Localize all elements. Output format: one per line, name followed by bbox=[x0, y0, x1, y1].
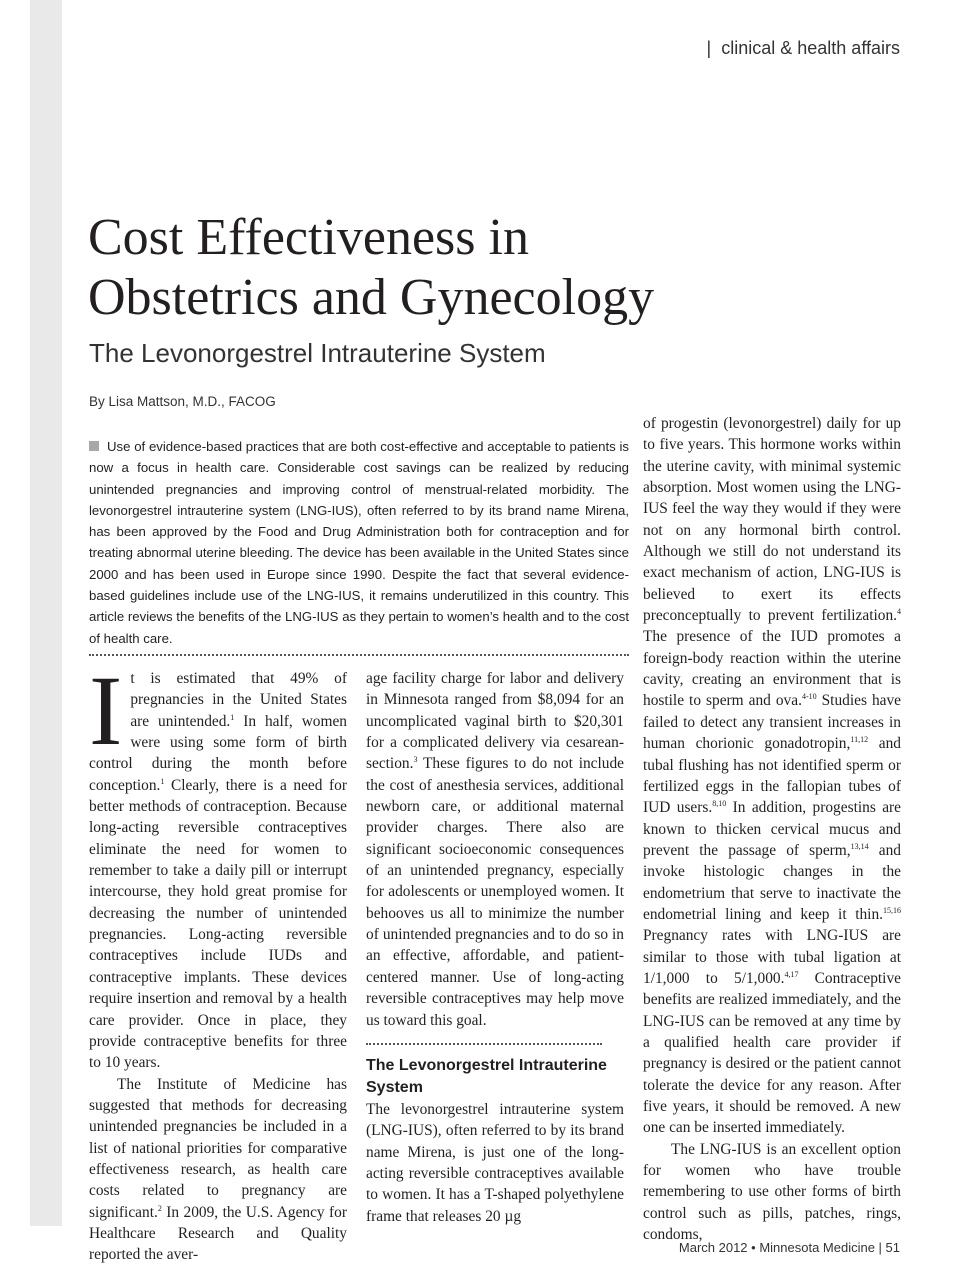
text-run: and tubal flushing has not identified sperm or fertilized eggs in the fallopian tubes of IUD users. bbox=[643, 735, 901, 817]
text-run: of progestin (levonorgestrel) daily for up to five years. This hormone works within the uterine cavity, with minimal systemic absorption. Most women using the LNG-IUS feel the way they would if they were not on any hormonal birth control. Although we still do not understand its exact mechanism of action, LNG-IUS is believed to exert its effects preconceptually to prevent fertilization. bbox=[643, 415, 901, 625]
section-heading: The Levonorgestrel Intrauterine System bbox=[366, 1056, 607, 1096]
citation: 2 bbox=[157, 1203, 162, 1213]
text-run: These figures to do not include the cost of anesthesia services, additional newborn care, or additional maternal provider charges. There also are significant socioeconomic consequences of an unintended pregnancy, especially for adolescents or unemployed women. It behooves us all to minimize the number of unintended pregnancies and to do so in an effective, affordable, and patient-centered manner. Use of long-acting reversible contraceptives may help move us toward this goal. bbox=[366, 755, 624, 1029]
col3-paragraph-1 bbox=[643, 413, 901, 1139]
citation: 13,14 bbox=[850, 841, 869, 851]
drop-cap: I bbox=[89, 655, 123, 766]
text-run: Pregnancy rates with LNG-IUS are similar to those with tubal ligation at 1/1,000 to 5/1,000. bbox=[643, 927, 901, 987]
column-2 bbox=[366, 668, 624, 1227]
text-run: The presence of the IUD promotes a foreign-body reaction within the uterine cavity, creating an environment that is hostile to sperm and ova. bbox=[643, 628, 901, 710]
title-line-1: Cost Effectiveness in bbox=[88, 209, 529, 266]
page-footer: March 2012 • Minnesota Medicine | 51 bbox=[678, 1240, 900, 1255]
section-name: clinical & health affairs bbox=[721, 38, 900, 58]
section-divider bbox=[366, 1043, 602, 1045]
abstract-text: Use of evidence-based practices that are both cost-effective and acceptable to patients is now a focus in health care. Considerable cost savings can be realized by reducing unintended pregnancies and improving control of menstrual-related morbidity. The levonorgestrel intrauterine system (LNG-IUS), often referred to by its brand name Mirena, has been approved by the Food and Drug Administration both for contraception and for treating abnormal uterine bleeding. The device has been available in the United States since 2000 and has been used in Europe since 1990. Despite the fact that several evidence-based guidelines include use of the LNG-IUS, it remains underutilized in this country. This article reviews the benefits of the LNG-IUS as they pertain to women’s health and to the cost of health care. bbox=[89, 439, 629, 646]
text-run: and invoke histologic changes in the endometrium that serve to inactivate the endometrial lining and keep it thin. bbox=[643, 841, 901, 923]
text-run: age facility charge for labor and delivery in Minnesota ranged from $8,094 for an uncomplicated vaginal birth to $20,301 for a complicated delivery via cesarean-section. bbox=[366, 670, 624, 773]
citation: 8,10 bbox=[712, 799, 727, 809]
text-run: Studies have failed to detect any transient increases in human chorionic gonadotropin, bbox=[643, 692, 901, 753]
title-line-2: Obstetrics and Gynecology bbox=[88, 269, 655, 326]
col2-paragraph-2: The levonorgestrel intrauterine system (LNG-IUS), often referred to by its brand name Mirena, is just one of the long-acting reversible contraceptives available to women. It has a T-shaped polyethylene frame that releases 20 µg bbox=[366, 1100, 624, 1225]
square-bullet-icon bbox=[89, 441, 99, 451]
text-run: In half, women were using some form of birth control during the month before conception. bbox=[89, 712, 347, 794]
text-run: Contraceptive benefits are realized immediately, and the LNG-IUS can be removed at any time by a qualified health care provider if pregnancy is desired or the patient cannot tolerate the device for any reason. After five years, it should be removed. A new one can be inserted immediately. bbox=[643, 969, 901, 1137]
text-run: Clearly, there is a need for better methods of contraception. Because long-acting reversible contraceptives eliminate the need for women to remember to take a daily pill or interrupt intercourse, they hold great promise for decreasing the number of unintended pregnancies. Long-acting reversible contraceptives include IUDs and contraceptive implants. These devices require insertion and removal by a health care provider. Once in place, they provide contraceptive benefits for three to 10 years. bbox=[89, 776, 347, 1072]
citation: 4-10 bbox=[801, 692, 817, 702]
citation: 11,12 bbox=[850, 735, 869, 745]
section-label bbox=[707, 38, 900, 59]
margin-strip bbox=[30, 0, 62, 1226]
citation: 15,16 bbox=[883, 905, 901, 915]
article-title bbox=[88, 208, 708, 328]
col3-paragraph-2: The LNG-IUS is an excellent option for women who have trouble remembering to use other forms of birth control such as pills, patches, rings, condoms, bbox=[643, 1140, 901, 1244]
byline: By Lisa Mattson, M.D., FACOG bbox=[89, 394, 276, 409]
citation: 1 bbox=[230, 712, 235, 722]
abstract-divider bbox=[89, 654, 629, 656]
text-run: The Institute of Medicine has suggested that methods for decreasing unintended pregnancies be included in a list of national priorities for comparative effectiveness research, as health care costs related to pregnancy are significant. bbox=[89, 1075, 347, 1221]
text-run: In addition, progestins are known to thicken cervical mucus and prevent the passage of sperm, bbox=[643, 799, 901, 859]
citation: 1 bbox=[160, 776, 165, 786]
text-run: In 2009, the U.S. Agency for Healthcare Research and Quality reported the aver- bbox=[89, 1203, 347, 1264]
article-subtitle: The Levonorgestrel Intrauterine System bbox=[89, 338, 546, 368]
col2-paragraph-1 bbox=[366, 668, 624, 1031]
abstract bbox=[89, 436, 629, 649]
column-3 bbox=[643, 413, 901, 1245]
citation: 4 bbox=[897, 606, 901, 616]
text-run: t is estimated that 49% of pregnancies in the United States are unintended. bbox=[130, 670, 347, 730]
citation: 4,17 bbox=[784, 969, 799, 979]
col1-paragraph-1 bbox=[89, 655, 347, 1074]
citation: 3 bbox=[413, 755, 418, 765]
column-1 bbox=[89, 655, 347, 1266]
section-separator: | bbox=[706, 38, 712, 58]
col1-paragraph-2 bbox=[89, 1074, 347, 1266]
